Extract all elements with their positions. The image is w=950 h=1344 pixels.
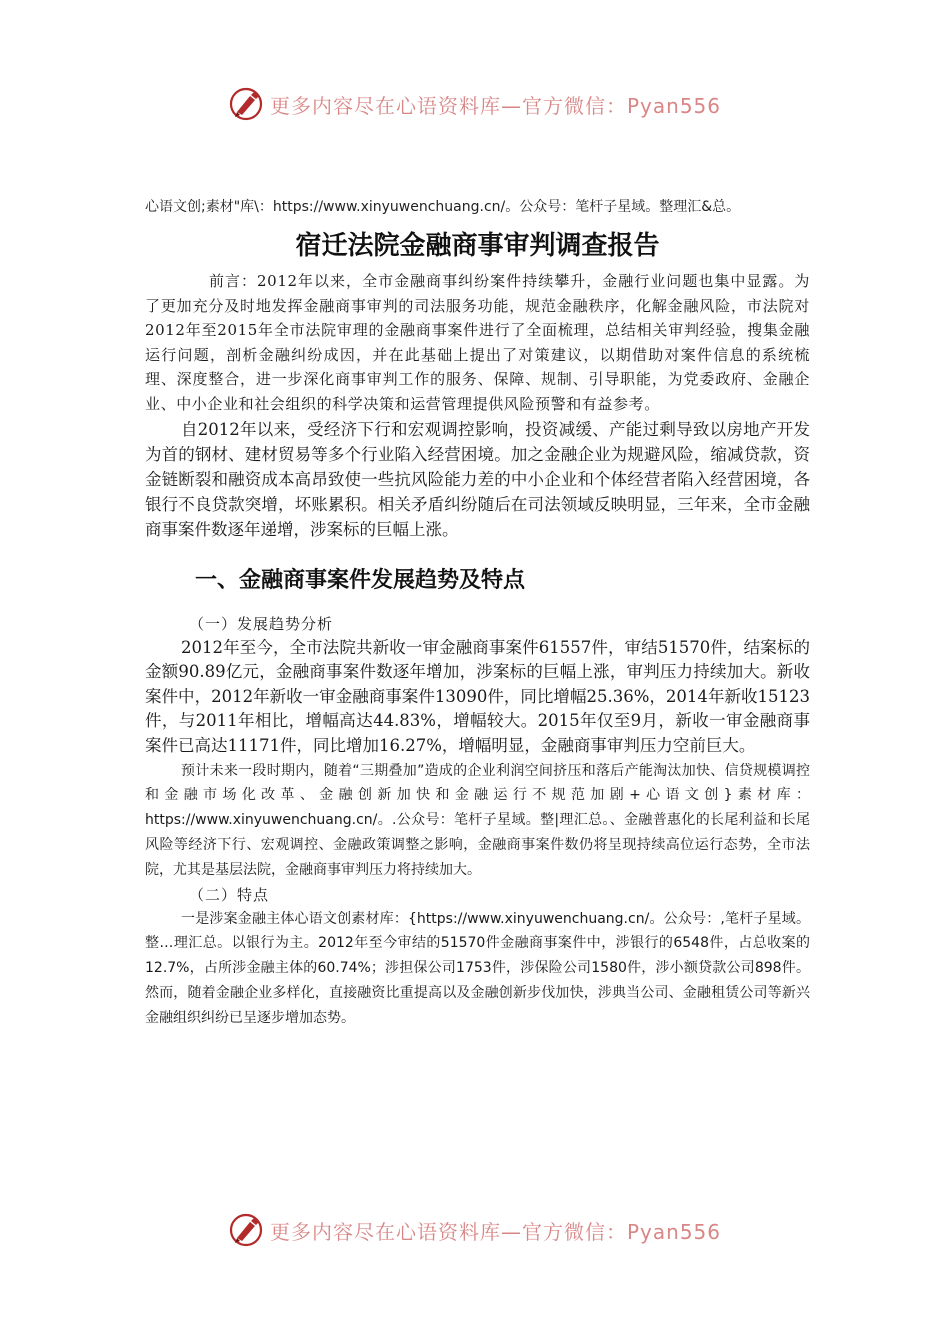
document-title: 宿迁法院金融商事审判调查报告 — [295, 231, 660, 261]
banner-text: 更多内容尽在心语资料库—官方微信：Pyan556 — [270, 93, 722, 118]
subsection-heading-trend: （一）发展趋势分析 — [189, 614, 334, 633]
header-watermark-banner — [228, 84, 728, 124]
source-line: 心语文创;素材"库\：https://www.xinyuwenchuang.cn/。公众号：笔杆子星域。整理汇&总。 — [145, 199, 741, 215]
features-paragraph-1: 一是涉案金融主体心语文创素材库：{https://www.xinyuwenchuang.cn/。公众号：,笔杆子星域。整…理汇总。以银行为主。2012年至今审结的51570件金融商事案件中，涉银行的6548件，占总收案的12.7%，占所涉金融主体的60.74%；涉担保公司1753件，涉保险公司1580件，涉小额贷款公司898件。然而，随着金融企业多样化，直接融资比重提高以及金融创新步伐加快，涉典当公司、金融租赁公司等新兴金融组织纠纷已呈逐步增加态势。 — [145, 910, 810, 1026]
banner-text: 更多内容尽在心语资料库—官方微信：Pyan556 — [270, 1219, 722, 1244]
footer-watermark-banner — [228, 1210, 728, 1250]
trend-paragraph-1: 2012年至今，全市法院共新收一审金融商事案件61557件，审结51570件，结案标的金额90.89亿元，金融商事案件数逐年增加，涉案标的巨幅上涨，审判压力持续加大。新收案件中，2012年新收一审金融商事案件13090件，同比增幅25.36%，2014年新收15123件，与2011年相比，增幅高达44.83%，增幅较大。2015年仅至9月，新收一审金融商事案件已高达11171件，同比增加16.27%，增幅明显，金融商事审判压力空前巨大。 — [145, 637, 810, 755]
subsection-heading-features: （二）特点 — [189, 885, 270, 904]
section-heading-1: 一、金融商事案件发展趋势及特点 — [195, 567, 526, 593]
pen-logo-icon — [228, 1212, 264, 1248]
pen-logo-icon — [228, 86, 264, 122]
intro-paragraph: 自2012年以来，受经济下行和宏观调控影响，投资减缓、产能过剩导致以房地产开发为首的钢材、建材贸易等多个行业陷入经营困境。加之金融企业为规避风险，缩减贷款，资金链断裂和融资成本高昂致使一些抗风险能力差的中小企业和个体经营者陷入经营困境，各银行不良贷款突增，坏账累积。相关矛盾纠纷随后在司法领域反映明显，三年来，全市金融商事案件数逐年递增，涉案标的巨幅上涨。 — [145, 419, 810, 539]
trend-paragraph-2: 预计未来一段时期内，随着“三期叠加”造成的企业利润空间挤压和落后产能淘汰加快、信贷规模调控和金融市场化改革、金融创新加快和金融运行不规范加剧+心语文创}素材库：https://www.xinyuwenchuang.cn/。.公众号：笔杆子星域。整|理汇总。、金融普惠化的长尾利益和长尾风险等经济下行、宏观调控、金融政策调整之影响，金融商事案件数仍将呈现持续高位运行态势，全市法院，尤其是基层法院，金融商事审判压力将持续加大。 — [145, 762, 810, 878]
document-body — [145, 195, 810, 1031]
preface-paragraph: 前言：2012年以来，全市金融商事纠纷案件持续攀升，金融行业问题也集中显露。为了更加充分及时地发挥金融商事审判的司法服务功能，规范金融秩序，化解金融风险，市法院对2012年至2015年全市法院审理的金融商事案件进行了全面梳理，总结相关审判经验，搜集金融运行问题，剖析金融纠纷成因，并在此基础上提出了对策建议，以期借助对案件信息的系统梳理、深度整合，进一步深化商事审判工作的服务、保障、规制、引导职能，为党委政府、金融企业、中小企业和社会组织的科学决策和运营管理提供风险预警和有益参考。 — [145, 272, 810, 413]
